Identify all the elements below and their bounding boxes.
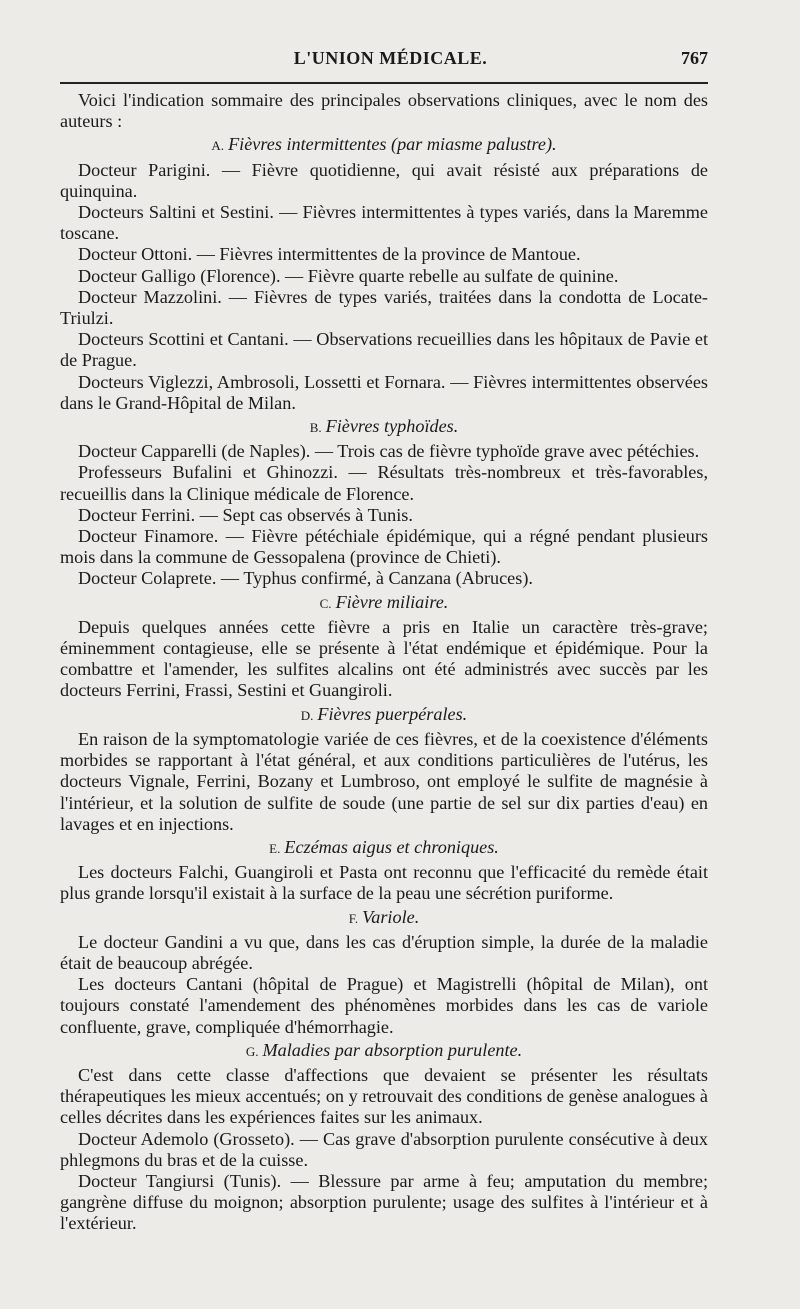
section-title: Fièvre miliaire.: [335, 591, 449, 612]
article-body: [60, 90, 708, 1235]
section-letter: F.: [348, 910, 359, 926]
paragraph: Les docteurs Cantani (hôpital de Prague) et Magistrelli (hôpital de Milan), ont toujours constaté l'amendement des phénomènes morbides dans les cas de variole confluente, grave, compliquée d'hémorrhagie.: [60, 974, 708, 1037]
paragraph: Les docteurs Falchi, Guangiroli et Pasta ont reconnu que l'efficacité du remède était plus grande lorsqu'il existait à la surface de la peau une sécrétion puriforme.: [60, 862, 708, 904]
section-heading-b: [60, 416, 708, 438]
section-letter: B.: [309, 420, 322, 436]
section-heading-g: [60, 1040, 708, 1062]
paragraph: Docteur Colaprete. — Typhus confirmé, à Canzana (Abruces).: [78, 568, 533, 589]
paragraph: Docteurs Scottini et Cantani. — Observations recueillies dans les hôpitaux de Pavie et de Prague.: [60, 329, 708, 371]
paragraph: Le docteur Gandini a vu que, dans les cas d'éruption simple, la durée de la maladie était de beaucoup abrégée.: [60, 931, 708, 973]
section-letter: D.: [300, 707, 314, 723]
section-heading-d: [60, 704, 708, 726]
paragraph: Professeurs Bufalini et Ghinozzi. — Résultats très-nombreux et très-favorables, recueillis dans la Clinique médicale de Florence.: [60, 462, 708, 504]
section-title: Maladies par absorption purulente.: [262, 1039, 523, 1060]
paragraph: Docteurs Viglezzi, Ambrosoli, Lossetti et Fornara. — Fièvres intermittentes observées dans le Grand-Hôpital de Milan.: [60, 371, 708, 413]
section-heading-a: [60, 134, 708, 156]
section-title: Fièvres intermittentes (par miasme palustre).: [228, 134, 557, 155]
section-heading-e: [60, 837, 708, 859]
paragraph: Docteur Finamore. — Fièvre pétéchiale épidémique, qui a régné pendant plusieurs mois dans la commune de Gessopalena (province de Chieti).: [60, 526, 708, 568]
paragraph: En raison de la symptomatologie variée de ces fièvres, et de la coexistence d'éléments morbides se rapportant à l'état général, et aux conditions particulières de l'utérus, les docteurs Vignale, Ferrini, Bozany et Lumbroso, ont employé le sulfite de magnésie à l'intérieur, et la solution de sulfite de soude (une partie de sel sur dix parties d'eau) en lavages et en injections.: [60, 728, 708, 834]
section-heading-f: [60, 907, 708, 929]
paragraph: Docteur Ademolo (Grosseto). — Cas grave d'absorption purulente consécutive à deux phlegmons du bras et de la cuisse.: [60, 1128, 708, 1170]
section-letter: G.: [245, 1043, 259, 1059]
paragraph: Docteur Mazzolini. — Fièvres de types variés, traitées dans la condotta de Locate-Triulzi.: [60, 286, 708, 329]
paragraph: Docteur Galligo (Florence). — Fièvre quarte rebelle au sulfate de quinine.: [78, 265, 619, 286]
section-letter: E.: [269, 840, 281, 856]
paragraph: Docteur Ferrini. — Sept cas observés à Tunis.: [78, 504, 413, 525]
paragraph: C'est dans cette classe d'affections que devaient se présenter les résultats thérapeutiques les mieux accentués; on y retrouvait des conditions de genèse analogues à celles décrites dans les expériences faites sur les animaux.: [60, 1064, 708, 1128]
page-number: 767: [681, 48, 708, 68]
section-title: Eczémas aigus et chroniques.: [284, 836, 499, 857]
paragraph: Docteurs Saltini et Sestini. — Fièvres intermittentes à types variés, dans la Maremme toscane.: [60, 202, 708, 244]
section-title: Fièvres typhoïdes.: [325, 416, 459, 437]
section-heading-c: [60, 592, 708, 614]
paragraph: Depuis quelques années cette fièvre a pris en Italie un caractère très-grave; éminemment contagieuse, elle se présente à l'état endémique et épidémique. Pour la combattre et l'amender, les sulfites alcalins ont été administrés avec succès par les docteurs Ferrini, Frassi, Sestini et Guangiroli.: [60, 616, 708, 701]
section-title: Fièvres puerpérales.: [317, 703, 468, 724]
paragraph: Docteur Capparelli (de Naples). — Trois cas de fièvre typhoïde grave avec pétéchies.: [78, 441, 700, 462]
paragraph: Docteur Tangiursi (Tunis). — Blessure par arme à feu; amputation du membre; gangrène diffuse du moignon; absorption purulente; usage des sulfites à l'intérieur et à l'extérieur.: [60, 1170, 708, 1234]
paragraph: Docteur Ottoni. — Fièvres intermittentes de la province de Mantoue.: [78, 244, 581, 265]
section-letter: A.: [211, 138, 225, 154]
section-title: Variole.: [362, 906, 420, 927]
journal-title: L'UNION MÉDICALE.: [293, 48, 488, 68]
intro-paragraph: Voici l'indication sommaire des principales observations cliniques, avec le nom des auteurs :: [60, 90, 708, 132]
paragraph: Docteur Parigini. — Fièvre quotidienne, qui avait résisté aux préparations de quinquina.: [60, 159, 708, 201]
section-letter: C.: [319, 595, 332, 611]
running-head: [60, 48, 708, 84]
